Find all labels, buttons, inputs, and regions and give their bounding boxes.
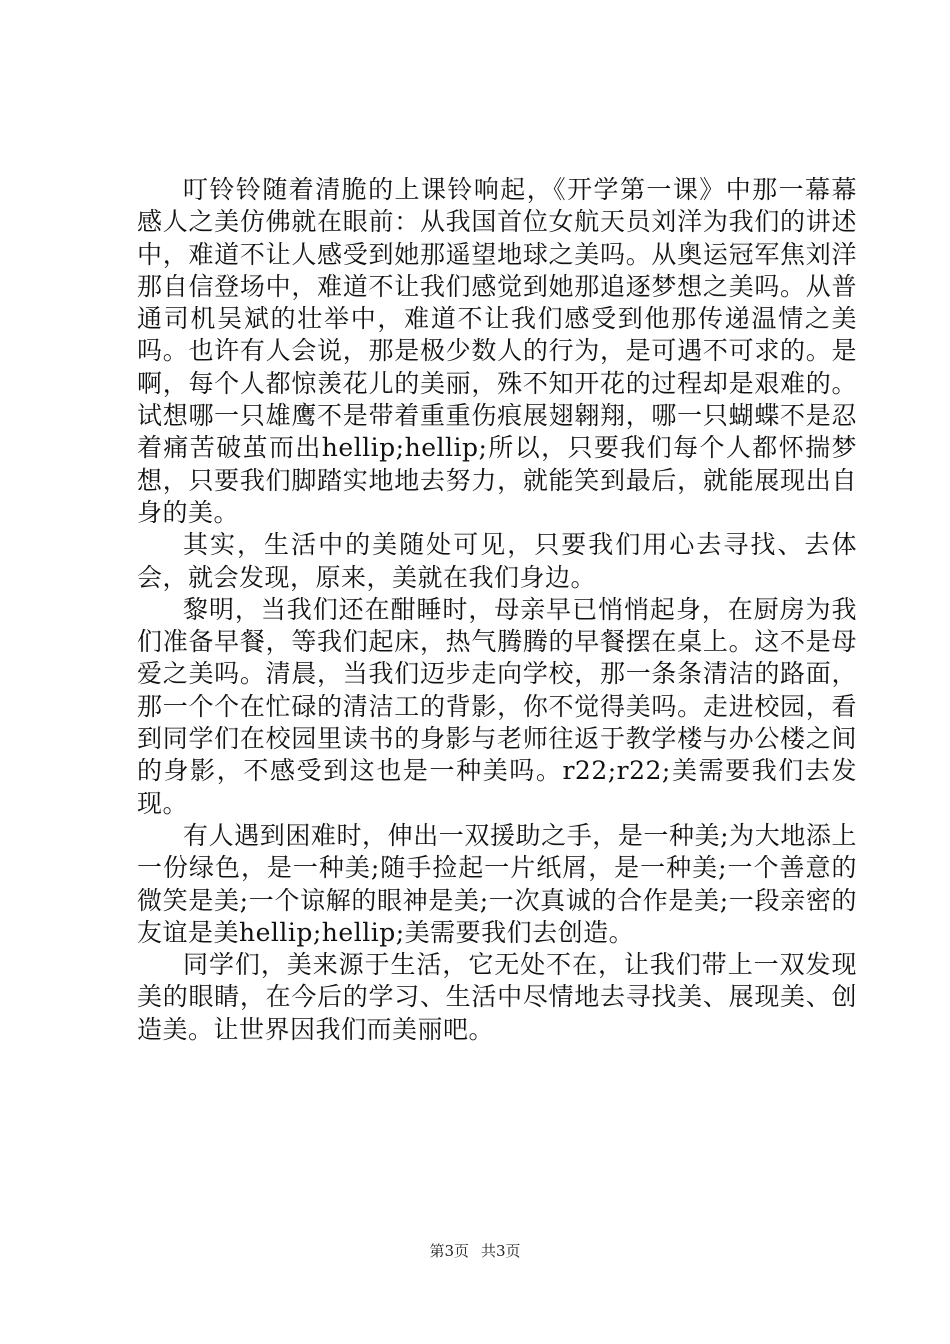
page-number-current: 第3页 xyxy=(429,1242,469,1260)
paragraph-3: 黎明，当我们还在酣睡时，母亲早已悄悄起身，在厨房为我们准备早餐，等我们起床，热气腾腾的早餐摆在桌上。这不是母爱之美吗。清晨，当我们迈步走向学校，那一条条清洁的路面，那一个个在忙碌的清洁工的背影，你不觉得美吗。走进校园，看到同学们在校园里读书的身影与老师往返于教学楼与办公楼之间的身影，不感受到这也是一种美吗。r22;r22;美需要我们去发现。 xyxy=(137,594,857,818)
paragraph-2: 其实，生活中的美随处可见，只要我们用心去寻找、去体会，就会发现，原来，美就在我们身边。 xyxy=(137,530,857,592)
page-number-total: 共3页 xyxy=(481,1242,521,1260)
paragraph-1: 叮铃铃随着清脆的上课铃响起，《开学第一课》中那一幕幕感人之美仿佛就在眼前：从我国首位女航天员刘洋为我们的讲述中，难道不让人感受到她那遥望地球之美吗。从奥运冠军焦刘洋那自信登场中，难道不让我们感觉到她那追逐梦想之美吗。从普通司机吴斌的壮举中，难道不让我们感受到他那传递温情之美吗。也许有人会说，那是极少数人的行为，是可遇不可求的。是啊，每个人都惊羡花儿的美丽，殊不知开花的过程却是艰难的。试想哪一只雄鹰不是带着重重伤痕展翅翱翔，哪一只蝴蝶不是忍着痛苦破茧而出hellip;hellip;所以，只要我们每个人都怀揣梦想，只要我们脚踏实地地去努力，就能笑到最后，就能展现出自身的美。 xyxy=(137,175,857,527)
paragraph-4: 有人遇到困难时，伸出一双援助之手，是一种美;为大地添上一份绿色，是一种美;随手捡起一片纸屑，是一种美;一个善意的微笑是美;一个谅解的眼神是美;一次真诚的合作是美;一段亲密的友谊是美hellip;hellip;美需要我们去创造。 xyxy=(137,820,857,947)
paragraph-5: 同学们，美来源于生活，它无处不在，让我们带上一双发现美的眼睛，在今后的学习、生活中尽情地去寻找美、展现美、创造美。让世界因我们而美丽吧。 xyxy=(137,950,857,1044)
page-footer xyxy=(0,1241,950,1261)
document-body xyxy=(137,174,857,1046)
